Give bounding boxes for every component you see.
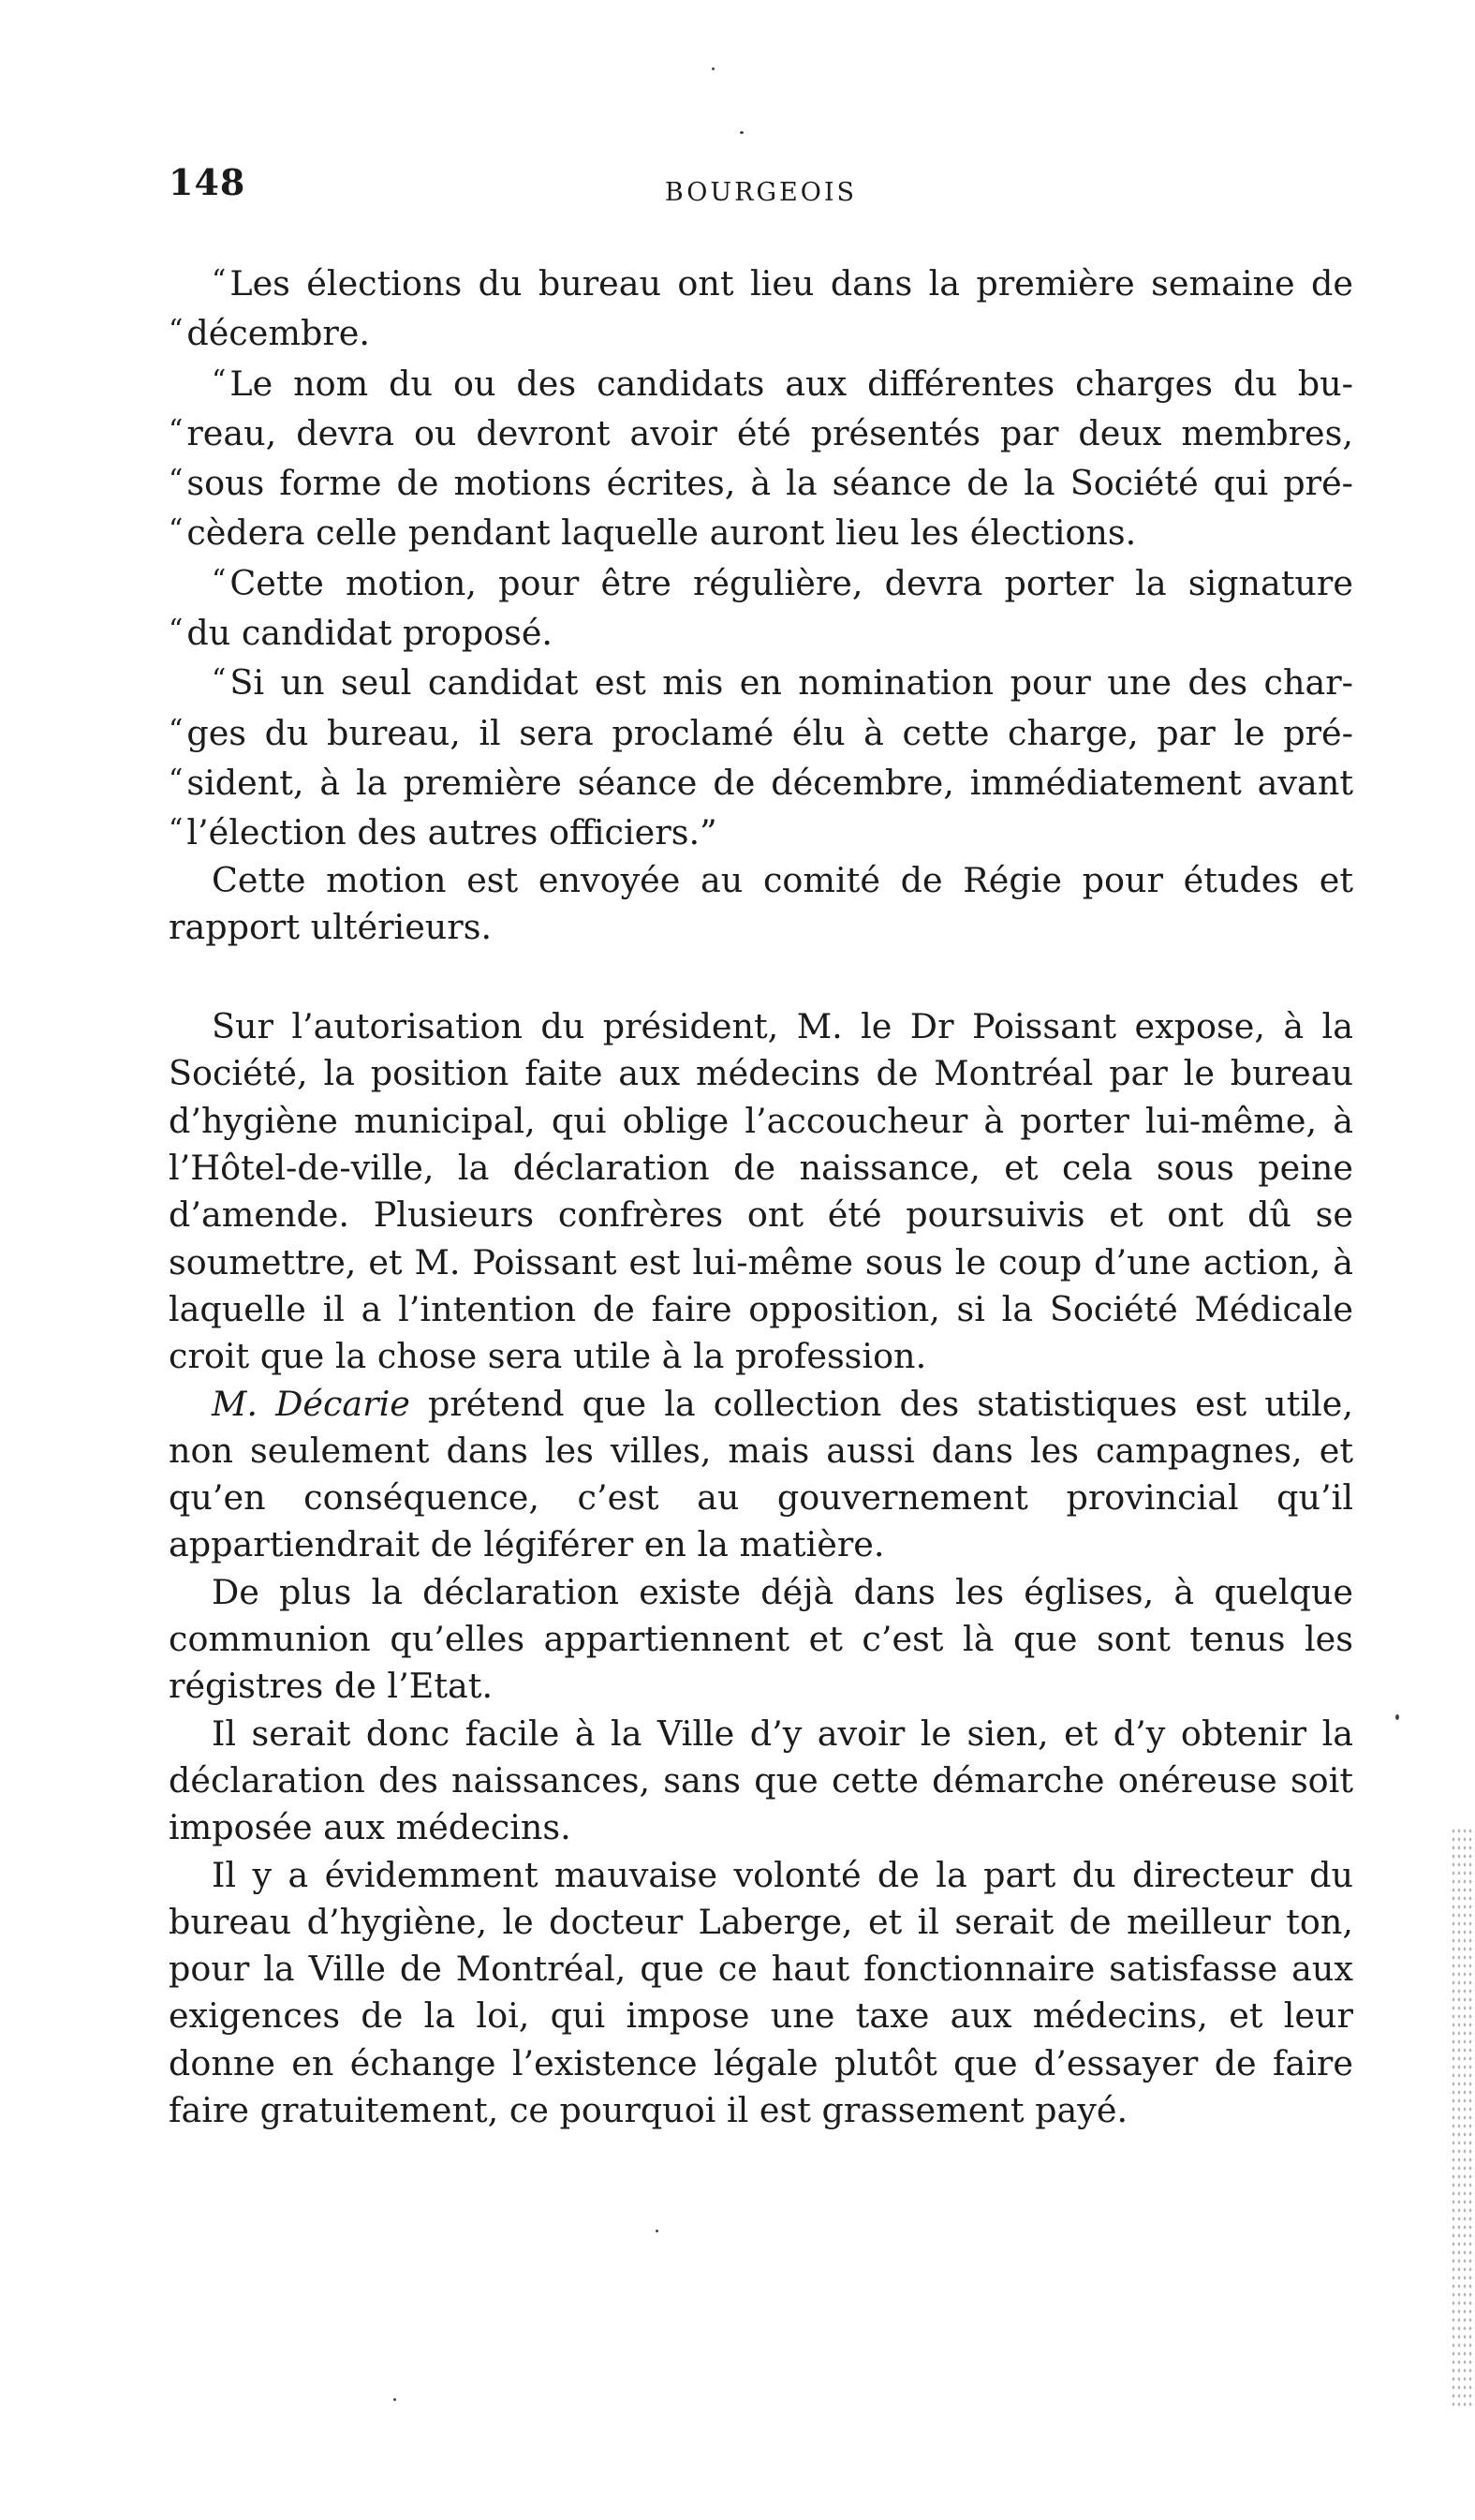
quote-line: “ décembre. <box>169 313 370 354</box>
section-spacer <box>169 951 1353 1003</box>
quote-line: “ sident, à la première séance de décembre, immédiatement avant <box>169 762 1353 803</box>
paragraph-city: Il serait donc facile à la Ville d’y avoir le sien, et d’y obtenir la déclaration des naissances, sans que cette démarche onéreuse soit imposée aux médecins. <box>169 1712 1353 1848</box>
quote-line: “ sous forme de motions écrites, à la séance de la Société qui pré- <box>169 463 1353 504</box>
quoted-rule-1 <box>169 258 1353 358</box>
print-speck <box>393 2398 396 2401</box>
quote-line: “ du candidat proposé. <box>169 613 553 654</box>
body-text <box>169 258 1353 2134</box>
paragraph-decarie-text: prétend que la collection des statistiques est utile, non seulement dans les villes, mais aussi dans les campagnes, et qu’en conséquence, c’est au gouvernement provincial qu’il appartiendrait de légiférer en la matière. <box>169 1383 1353 1565</box>
print-speck <box>740 131 744 134</box>
running-title: BOURGEOIS <box>664 178 858 207</box>
page-edge-noise <box>1451 1827 1475 2408</box>
quoted-rule-4 <box>169 657 1353 856</box>
paragraph-poissant: Sur l’autorisation du président, M. le Dr Poissant expose, à la Société, la position faite aux médecins de Montréal par le bureau d’hygiène municipal, qui oblige l’accoucheur à porter lui-même, à l’Hôtel-de-ville, la déclaration de naissance, et cela sous peine d’amende. Plusieurs confrères ont été poursuivis et ont dû se soumettre, et M. Poissant est lui-même sous le coup d’une action, à laquelle il a l’intention de faire opposition, si la Société Médicale croit que la chose sera utile à la profession. <box>169 1006 1353 1377</box>
quote-line: “ cèdera celle pendant laquelle auront lieu les élections. <box>169 512 1137 554</box>
page-number: 148 <box>169 161 246 203</box>
print-speck <box>1395 1714 1399 1720</box>
paragraph-laberge: Il y a évidemment mauvaise volonté de la part du directeur du bureau d’hygiène, le docteur Laberge, et il serait de meilleur ton, pour la Ville de Montréal, que ce haut fonctionnaire satisfasse aux exigences de la loi, qui impose une taxe aux médecins, et leur donne en échange l’existence légale plutôt que d’essayer de faire faire gratuitement, ce pourquoi il est grassement payé. <box>169 1854 1353 2130</box>
quote-line: “ ges du bureau, il sera proclamé élu à cette charge, par le pré- <box>169 712 1353 753</box>
quote-line: “ reau, devra ou devront avoir été présentés par deux membres, <box>169 412 1353 453</box>
page-header <box>169 161 1353 217</box>
quote-line: “ Cette motion, pour être régulière, devra porter la signature <box>212 562 1353 603</box>
paragraph-churches: De plus la déclaration existe déjà dans les églises, à quelque communion qu’elles appartiennent et c’est là que sont tenus les régistres de l’Etat. <box>169 1571 1353 1707</box>
quoted-rule-2 <box>169 358 1353 557</box>
speaker-name: M. Décarie <box>212 1383 410 1424</box>
quoted-rule-3 <box>169 557 1353 658</box>
quote-line: “ Les élections du bureau ont lieu dans la première semaine de <box>212 263 1353 304</box>
quote-line: “ Le nom du ou des candidats aux différentes charges du bu- <box>212 363 1353 404</box>
paragraph-committee: Cette motion est envoyée au comité de Régie pour études et rapport ultérieurs. <box>169 859 1353 947</box>
paragraph-decarie <box>169 1381 1353 1569</box>
quote-line: “ Si un seul candidat est mis en nomination pour une des char- <box>212 662 1353 704</box>
quote-line: “ l’élection des autres officiers.” <box>169 812 717 853</box>
print-speck <box>656 2230 658 2232</box>
print-speck <box>712 67 715 70</box>
